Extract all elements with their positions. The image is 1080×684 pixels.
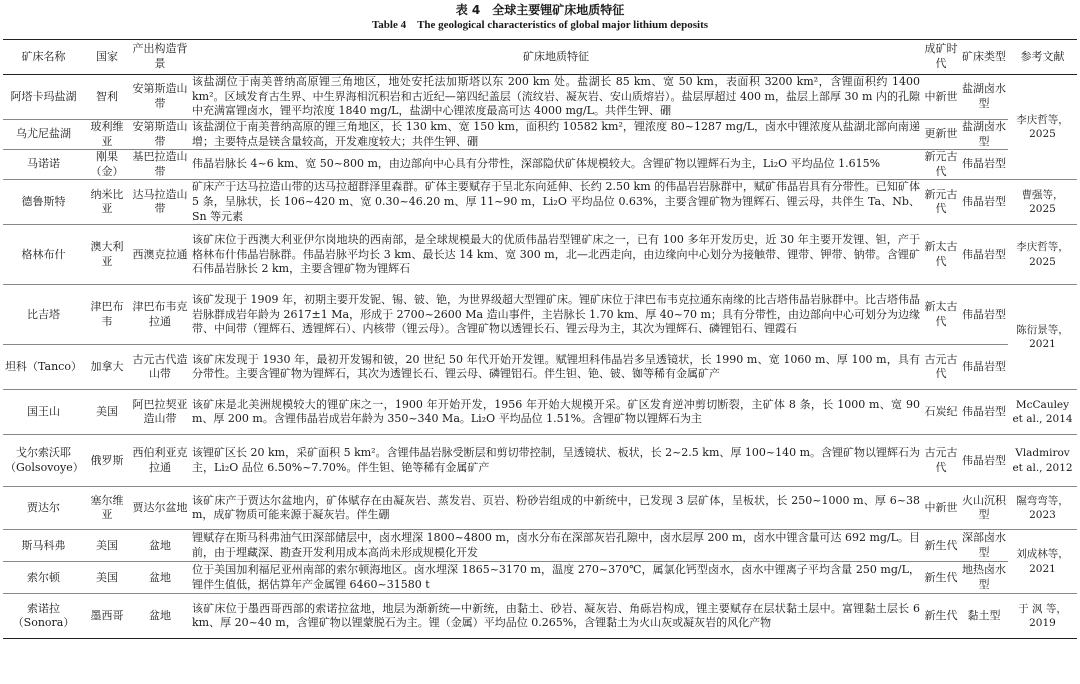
deposit-reference: 陈衍景等，2021 <box>1016 323 1069 351</box>
deposit-name: 国王山 <box>27 405 60 419</box>
deposit-country: 美国 <box>96 405 118 419</box>
deposit-age: 中新世 <box>924 89 958 103</box>
deposit-setting: 达马拉造山带 <box>132 187 188 216</box>
deposit-setting: 古元古代造山带 <box>132 352 188 381</box>
deposit-reference: 刘成林等，2021 <box>1016 548 1069 575</box>
deposit-name: 格林布什 <box>21 247 66 261</box>
deposit-country: 塞尔维亚 <box>90 493 124 522</box>
table-row <box>3 345 1077 390</box>
deposit-type: 盐湖卤水型 <box>962 82 1006 110</box>
deposit-setting: 贾达尔盆地 <box>132 501 188 515</box>
deposit-features: 该矿床位于墨西哥西部的索诺拉盆地，地层为渐新统—中新统，由黏土、砂岩、凝灰岩、角砾岩构成，锂主要赋存在层状黏土层中。富锂黏土层长 6 km、厚 20~40 m，含锂矿物以锂蒙脱石为主。锂（金属）平均品位 0.265%，含锂黏土为火山灰或凝灰岩的风化产物 <box>192 601 920 630</box>
deposit-age: 古元古代 <box>924 446 958 474</box>
deposit-setting: 盆地 <box>149 609 171 623</box>
deposit-reference: 于 沨 等，2019 <box>1018 602 1067 630</box>
deposit-type: 黏土型 <box>967 609 1001 623</box>
deposit-type: 伟晶岩型 <box>962 453 1006 467</box>
deposit-country: 加拿大 <box>90 360 124 374</box>
deposit-name: 贾达尔 <box>27 501 60 515</box>
deposit-age: 新元古代 <box>924 150 958 178</box>
deposit-country: 俄罗斯 <box>90 453 124 467</box>
deposit-name: 阿塔卡玛盐湖 <box>10 89 77 103</box>
deposit-setting: 安第斯造山带 <box>132 120 188 148</box>
deposit-type: 深部卤水型 <box>962 531 1006 559</box>
deposit-age: 新生代 <box>924 538 958 552</box>
deposit-setting: 安第斯造山带 <box>132 82 188 110</box>
deposit-type: 地热卤水型 <box>962 563 1006 591</box>
deposit-name: 乌尤尼盐湖 <box>16 127 71 141</box>
deposit-country: 澳大利亚 <box>90 240 124 268</box>
deposit-type: 盐湖卤水型 <box>962 120 1006 148</box>
table-row <box>3 594 1077 639</box>
deposit-name: 比吉塔 <box>27 307 60 321</box>
deposit-features: 该矿床是北美洲规模较大的锂矿床之一，1900 年开始开发，1956 年开始大规模开采。矿区发育逆冲剪切断裂，主矿体 8 条，长 1000 m、宽 90 m、厚 200 m。含锂伟晶岩成岩年龄为 350~340 Ma。Li₂O 平均品位 1.51%。含锂矿物以锂辉石为主 <box>192 397 920 426</box>
deposit-country: 智利 <box>96 89 118 103</box>
header-ref: 参考文献 <box>1020 49 1065 63</box>
deposit-country: 纳米比亚 <box>90 187 124 216</box>
deposit-type: 火山沉积型 <box>962 493 1006 522</box>
deposit-age: 新生代 <box>924 609 958 623</box>
deposit-name: 索尔顿 <box>27 570 60 584</box>
deposit-features: 该矿床产于贾达尔盆地内，矿体赋存在由凝灰岩、蒸发岩、页岩、粉砂岩组成的中新统中，已发现 3 层矿体，呈板状，长 250~1000 m、厚 6~38 m，成矿物质可能来源于凝灰岩。伴生硼 <box>192 493 920 522</box>
deposit-name: 索诺拉（Sonora） <box>12 601 75 630</box>
deposit-age: 更新世 <box>924 127 958 141</box>
deposit-features: 该矿发现于 1909 年，初期主要开发铌、锡、铍、铯，为世界级超大型锂矿床。锂矿床位于津巴布韦克拉通东南缘的比吉塔伟晶岩脉群中。比吉塔伟晶岩脉群成岩年龄为 2617±1 Ma，形成于 2700~2600 Ma 造山事件，主岩脉长 1.70 km、厚 40~70 m；具有分带性，由边部向中心可划分为边缘带、中间带（锂辉石、透锂辉石）、内核带（锂云母）。含锂矿物以透锂长石、锂云母为主，其次为锂辉石、磷锂铝石、锂霞石 <box>192 292 920 336</box>
deposit-type: 伟晶岩型 <box>962 247 1006 261</box>
lithium-deposits-table <box>3 39 1077 639</box>
header-country: 国家 <box>96 49 118 63</box>
deposit-country: 津巴布韦 <box>90 300 124 328</box>
deposit-country: 刚果（金） <box>90 150 124 178</box>
table-row <box>3 150 1077 180</box>
deposit-name: 戈尔索沃耶（Golsovoye） <box>5 446 84 474</box>
deposit-features: 该锂矿区长 20 km，采矿面积 5 km²。含锂伟晶岩脉受断层和剪切带控制，呈透镜状、板状，长 2~2.5 km、厚 100~140 m。含锂矿物以锂辉石为主，Li₂O 品位 6.50%~7.70%。伴生钽、铯等稀有金属矿产 <box>192 446 921 474</box>
deposit-country: 墨西哥 <box>90 609 124 623</box>
table-row <box>3 285 1077 345</box>
deposit-setting: 西伯利亚克拉通 <box>132 446 188 474</box>
deposit-features: 位于美国加利福尼亚州南部的索尔顿海地区。卤水埋深 1865~3170 m，温度 270~370℃，属氯化钙型卤水，卤水中锂离子平均含量 250 mg/L，锂伴生值低，据估算年产金属锂 6460~31580 t <box>192 563 920 591</box>
deposit-age: 中新世 <box>924 501 958 515</box>
deposit-setting: 津巴布韦克拉通 <box>132 300 188 328</box>
deposit-type: 伟晶岩型 <box>962 307 1006 321</box>
deposit-type: 伟晶岩型 <box>962 360 1006 374</box>
deposit-age: 新太古代 <box>924 240 958 268</box>
deposit-features: 该盐湖位于南美普纳高原的锂三角地区，长 130 km、宽 150 km，面积约 10582 km²，锂浓度 80~1287 mg/L，卤水中锂浓度从盐湖北部向南递增；主要特点是镁含量较高，开发难度较大；共伴生钾、硼 <box>192 120 920 148</box>
table-row <box>3 487 1077 530</box>
deposit-features: 锂赋存在斯马科弗油气田深部储层中，卤水埋深 1800~4800 m，卤水分布在深部灰岩孔隙中，卤水层厚 200 m，卤水中锂含量可达 692 mg/L。目前，由于埋藏深、勘查开发利用成本高尚未形成规模化开发 <box>192 531 920 559</box>
table-row <box>3 390 1077 435</box>
deposit-features: 矿床产于达马拉造山带的达马拉超群泽里森群。矿体主要赋存于呈北东向延伸、长约 2.50 km 的伟晶岩岩脉群中，赋矿伟晶岩具有分带性。已知矿体 5 条，呈脉状，长 106~420 m、宽 0.30~46.20 m、厚 11~90 m，Li₂O 平均品位 0.63%，主要含锂矿物为锂辉石、锂云母，共伴生 Ta、Nb、Sn 等元素 <box>192 180 920 223</box>
deposit-age: 新生代 <box>924 570 958 584</box>
header-type: 矿床类型 <box>962 49 1006 63</box>
table-header-row <box>3 40 1077 75</box>
deposit-name: 德鲁斯特 <box>21 195 66 209</box>
deposit-age: 新太古代 <box>924 300 958 328</box>
table-row <box>3 180 1077 225</box>
table-caption-en: Table 4 The geological characteristics of global major lithium deposits <box>371 19 709 31</box>
deposit-country: 美国 <box>96 570 118 584</box>
deposit-name: 马诺诺 <box>27 157 60 171</box>
deposit-age: 新元古代 <box>924 187 958 216</box>
deposit-features: 伟晶岩脉长 4~6 km、宽 50~800 m，由边部向中心具有分带性，深部隐伏矿体规模较大。含锂矿物以锂辉石为主，Li₂O 平均品位 1.615% <box>192 157 881 171</box>
table-row <box>3 75 1077 120</box>
deposit-reference: 隰弯弯等，2023 <box>1016 494 1069 522</box>
deposit-setting: 阿巴拉契亚造山带 <box>132 397 188 426</box>
deposit-features: 该矿床发现于 1930 年，最初开发锡和铍，20 世纪 50 年代开始开发锂。赋锂坦科伟晶岩多呈透镜状，长 1990 m、宽 1060 m、厚 100 m，具有分带性。主要含锂矿物为锂辉石，其次为透锂长石、锂云母、磷锂铝石。伴生钽、铯、铍、铷等稀有金属矿产 <box>192 352 920 381</box>
deposit-age: 古元古代 <box>924 352 958 381</box>
deposit-country: 玻利维亚 <box>90 120 124 148</box>
table-row <box>3 530 1077 562</box>
deposit-features: 该矿床位于西澳大利亚伊尔岗地块的西南部，是全球规模最大的优质伟晶岩型锂矿床之一，已有 100 多年开发历史，近 30 年主要开发锂、钽，产于格林布什伟晶岩脉群。伟晶岩脉平均长 3 km、最长达 14 km、宽 300 m，北—北西走向，由边缘向中心划分为接触带、锂带、钾带、钠带。含锂矿石伟晶岩脉长 2 km，主要含锂矿物为锂辉石 <box>192 232 920 276</box>
deposit-name: 坦科（Tanco） <box>5 360 82 374</box>
deposit-setting: 西澳克拉通 <box>132 247 188 261</box>
table-row <box>3 562 1077 594</box>
deposit-reference: 李庆哲等，2025 <box>1016 113 1069 141</box>
header-age: 成矿时代 <box>924 42 958 70</box>
deposit-setting: 基巴拉造山带 <box>132 150 188 178</box>
deposit-type: 伟晶岩型 <box>962 157 1006 171</box>
table-caption-cn: 表 4 全球主要锂矿床地质特征 <box>455 3 625 17</box>
deposit-reference: Vladmirov et al., 2012 <box>1012 447 1073 474</box>
deposit-reference: 李庆哲等，2025 <box>1016 241 1069 268</box>
deposit-features: 该盐湖位于南美普纳高原锂三角地区，地处安托法加斯塔以东 200 km 处。盐湖长 85 km、宽 50 km，表面积 3200 km²，含锂面积约 1400 km²。区域发育古生界、中生界海相沉积岩和古近纪—第四纪盖层（流纹岩、凝灰岩、安山质熔岩）。盐层厚超过 400 m，盐层上部厚 30 m 内的孔隙中充满富锂卤水，锂平均浓度 1840 mg/L，盐湖中心锂浓度最高可达 4000 mg/L。共伴生钾、硼 <box>192 75 920 118</box>
deposit-country: 美国 <box>96 538 118 552</box>
header-setting: 产出构造背景 <box>132 42 188 70</box>
deposit-setting: 盆地 <box>149 538 171 552</box>
header-name: 矿床名称 <box>21 49 66 63</box>
deposit-type: 伟晶岩型 <box>962 405 1006 419</box>
deposit-name: 斯马科弗 <box>21 538 66 552</box>
table-row <box>3 120 1077 150</box>
deposit-age: 石炭纪 <box>924 405 958 419</box>
deposit-setting: 盆地 <box>149 570 171 584</box>
deposit-type: 伟晶岩型 <box>962 195 1006 209</box>
deposit-reference: McCauley et al., 2014 <box>1012 398 1073 426</box>
header-features: 矿床地质特征 <box>523 49 589 63</box>
table-row <box>3 435 1077 487</box>
deposit-reference: 曹强等，2025 <box>1021 188 1064 216</box>
table-row <box>3 225 1077 285</box>
